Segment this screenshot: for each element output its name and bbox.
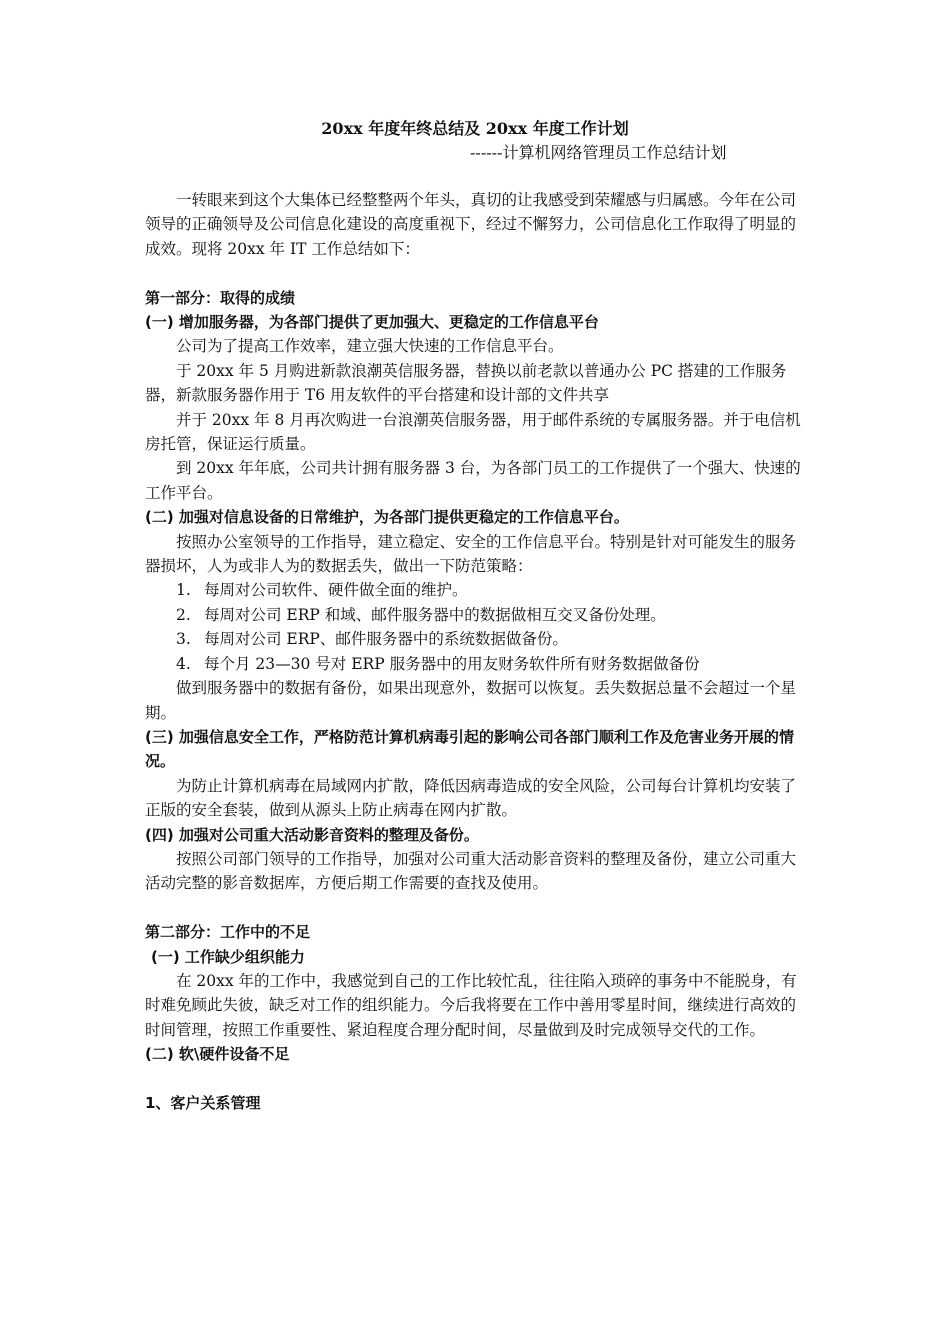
part1-section3-heading: (三) 加强信息安全工作，严格防范计算机病毒引起的影响公司各部门顺利工作及危害业务开展的情况。 [145,727,794,771]
part2-heading: 第二部分：工作中的不足 [145,923,311,942]
document-body [145,188,807,1115]
paragraph: 为防止计算机病毒在局域网内扩散，降低因病毒造成的安全风险，公司每台计算机均安装了正版的安全套装，做到从源头上防止病毒在网内扩散。 [145,776,797,820]
part2-section1-heading: (一) 工作缺少组织能力 [151,947,305,966]
list-text: 每个月 23—30 号对 ERP 服务器中的用友财务软件所有财务数据做备份 [204,654,700,673]
list-text: 每周对公司软件、硬件做全面的维护。 [204,581,468,600]
paragraph: 做到服务器中的数据有备份，如果出现意外，数据可以恢复。丢失数据总量不会超过一个星期。 [145,679,797,722]
list-item [145,627,807,651]
part1-section2-heading: (二) 加强对信息设备的日常维护，为各部门提供更稳定的工作信息平台。 [145,508,629,527]
paragraph: 按照办公室领导的工作指导，建立稳定、安全的工作信息平台。特别是针对可能发生的服务器损坏，人为或非人为的数据丢失，做出一下防范策略： [145,532,797,576]
paragraph: 公司为了提高工作效率，建立强大快速的工作信息平台。 [176,337,564,356]
part1-section1-heading: (一) 增加服务器，为各部门提供了更加强大、更稳定的工作信息平台 [145,313,599,332]
paragraph: 按照公司部门领导的工作指导，加强对公司重大活动影音资料的整理及备份，建立公司重大活动完整的影音数据库，方便后期工作需要的查找及使用。 [145,849,797,893]
part2-item1-heading: 1、客户关系管理 [145,1093,261,1112]
list-text: 每周对公司 ERP 和域、邮件服务器中的数据做相互交叉备份处理。 [204,605,666,624]
list-item [145,652,807,676]
part1-section4-heading: (四) 加强对公司重大活动影音资料的整理及备份。 [145,825,479,844]
list-item [145,603,807,627]
paragraph: 并于 20xx 年 8 月再次购进一台浪潮英信服务器，用于邮件系统的专属服务器。并于电信机房托管，保证运行质量。 [145,410,801,454]
spacer [145,261,807,285]
list-number: 3. [176,630,191,649]
document-subtitle: ------计算机网络管理员工作总结计划 [470,143,727,162]
list-number: 4. [176,654,191,673]
paragraph: 到 20xx 年年底，公司共计拥有服务器 3 台，为各部门员工的工作提供了一个强大、快速的工作平台。 [145,459,801,502]
spacer [145,1067,807,1091]
document-title: 20xx 年度年终总结及 20xx 年度工作计划 [321,119,629,138]
list-number: 1. [176,581,191,600]
part1-heading: 第一部分：取得的成绩 [145,288,296,307]
list-item [145,578,807,602]
paragraph: 在 20xx 年的工作中，我感觉到自己的工作比较忙乱，往往陷入琐碎的事务中不能脱身，有时难免顾此失彼，缺乏对工作的组织能力。今后我将要在工作中善用零星时间，继续进行高效的时间管理，按照工作重要性、紧迫程度合理分配时间，尽量做到及时完成领导交代的工作。 [145,971,797,1039]
intro-paragraph: 一转眼来到这个大集体已经整整两个年头，真切的让我感受到荣耀感与归属感。今年在公司领导的正确领导及公司信息化建设的高度重视下，经过不懈努力，公司信息化工作取得了明显的成效。现将 20xx 年 IT 工作总结如下： [145,191,797,258]
list-text: 每周对公司 ERP、邮件服务器中的系统数据做备份。 [204,630,568,649]
spacer [145,896,807,920]
list-number: 2. [176,605,191,624]
paragraph: 于 20xx 年 5 月购进新款浪潮英信服务器，替换以前老款以普通办公 PC 搭建的工作服务器，新款服务器作用于 T6 用友软件的平台搭建和设计部的文件共享 [145,361,787,405]
part2-section2-heading: (二) 软\硬件设备不足 [145,1045,290,1064]
